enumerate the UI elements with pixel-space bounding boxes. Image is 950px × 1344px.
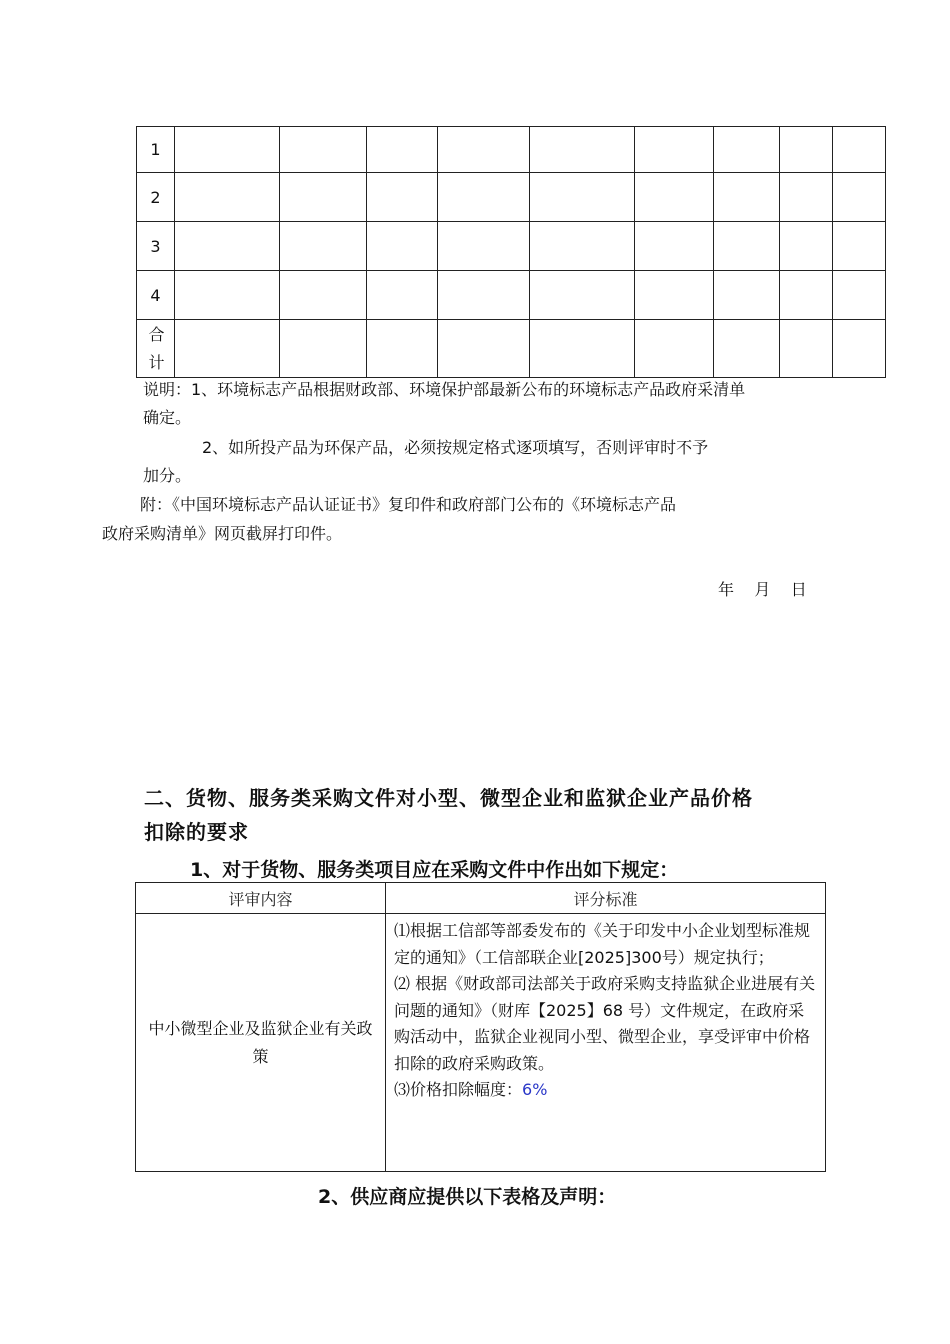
table-cell[interactable] [780,271,833,320]
table-cell[interactable] [530,222,635,271]
table-cell[interactable] [438,271,530,320]
table-row [136,914,826,1172]
note-1-line-a: 说明：1、环境标志产品根据财政部、环境保护部最新公布的环境标志产品政府采清单 [143,380,746,399]
table-cell[interactable] [714,222,780,271]
subheading-2: 2、供应商应提供以下表格及声明： [318,1186,617,1208]
table-cell[interactable] [280,271,367,320]
row-number: 2 [137,173,175,222]
policy-table [135,882,826,1172]
table-cell[interactable] [714,271,780,320]
table-cell[interactable] [530,127,635,173]
table-cell[interactable] [367,271,438,320]
policy-criteria-cell [386,914,826,1172]
table-cell[interactable] [780,173,833,222]
table-cell[interactable] [780,127,833,173]
table-cell[interactable] [833,127,886,173]
table-cell[interactable] [714,320,780,378]
table-cell[interactable] [280,127,367,173]
table-cell[interactable] [780,320,833,378]
table-cell[interactable] [438,320,530,378]
table-cell[interactable] [438,222,530,271]
table-cell[interactable] [780,222,833,271]
table-cell[interactable] [367,127,438,173]
table-cell[interactable] [714,127,780,173]
table-cell[interactable] [280,173,367,222]
table-cell[interactable] [175,320,280,378]
section-title-line2: 扣除的要求 [144,820,249,844]
table-cell[interactable] [367,173,438,222]
note-1-line-b: 确定。 [143,408,192,427]
table-cell[interactable] [714,173,780,222]
note-2-line-a: 2、如所投产品为环保产品，必须按规定格式逐项填写，否则评审时不予 [202,438,709,457]
subheading-1: 1、对于货物、服务类项目应在采购文件中作出如下规定： [190,859,679,881]
table-cell[interactable] [635,127,714,173]
row-number: 1 [137,127,175,173]
policy-subject-cell: 中小微型企业及监狱企业有关政策 [136,914,386,1172]
table-cell[interactable] [438,127,530,173]
table-cell[interactable] [833,320,886,378]
table-row [137,173,886,222]
section-title-line1: 二、货物、服务类采购文件对小型、微型企业和监狱企业产品价格 [144,786,753,810]
table-cell[interactable] [530,173,635,222]
attachment-line-a: 附：《中国环境标志产品认证证书》复印件和政府部门公布的《环境标志产品 [140,495,677,514]
table-cell[interactable] [530,320,635,378]
total-label-cell [137,320,175,378]
criteria-item-3 [394,1077,819,1104]
table-cell[interactable] [530,271,635,320]
table-cell[interactable] [833,222,886,271]
note-2-line-b: 加分。 [143,466,192,485]
criteria-item-2: ⑵ 根据《财政部司法部关于政府采购支持监狱企业进展有关问题的通知》（财库【2025】68 号）文件规定，在政府采购活动中，监狱企业视同小型、微型企业，享受评审中价格扣除的政府采购政策。 [394,974,816,1073]
row-number: 4 [137,271,175,320]
table-cell[interactable] [175,127,280,173]
table-cell[interactable] [833,271,886,320]
table-cell[interactable] [635,320,714,378]
table-cell[interactable] [438,173,530,222]
table-cell[interactable] [635,173,714,222]
table-cell[interactable] [635,271,714,320]
table-row-total [137,320,886,378]
table-cell[interactable] [175,222,280,271]
table-header-row [136,883,826,914]
price-deduction-label: ⑶价格扣除幅度： [394,1080,523,1099]
criteria-item-1: ⑴根据工信部等部委发布的《关于印发中小企业划型标准规定的通知》（工信部联企业[2025]300号）规定执行； [394,921,811,967]
table-row [137,271,886,320]
table-cell[interactable] [175,271,280,320]
table-cell[interactable] [367,222,438,271]
date-line: 年 月 日 [718,580,807,599]
table-cell[interactable] [280,320,367,378]
table-cell[interactable] [280,222,367,271]
table-cell[interactable] [175,173,280,222]
row-number: 3 [137,222,175,271]
eco-product-table [136,126,886,378]
header-scoring-standard: 评分标准 [386,883,826,914]
table-row [137,127,886,173]
table-cell[interactable] [833,173,886,222]
attachment-line-b: 政府采购清单》网页截屏打印件。 [102,524,343,543]
header-review-content: 评审内容 [136,883,386,914]
price-deduction-value: 6% [522,1080,548,1099]
total-label: 合计 [148,324,165,372]
table-cell[interactable] [367,320,438,378]
table-row [137,222,886,271]
table-cell[interactable] [635,222,714,271]
